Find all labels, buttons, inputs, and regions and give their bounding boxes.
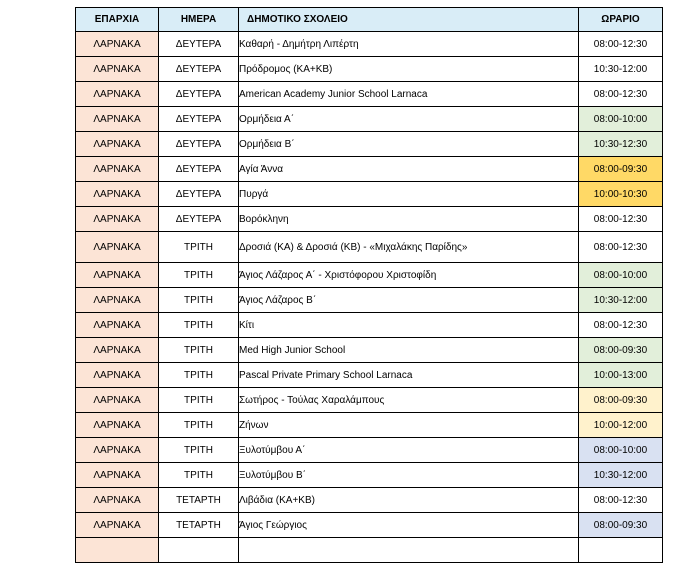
province-cell: ΛΑΡΝΑΚΑ [76, 82, 159, 107]
time-cell: 08:00-12:30 [579, 82, 663, 107]
header-school: ΔΗΜΟΤΙΚΟ ΣΧΟΛΕΙΟ [239, 8, 579, 32]
day-cell: ΔΕΥΤΕΡΑ [159, 157, 239, 182]
school-cell: Σωτήρος - Τούλας Χαραλάμπους [239, 388, 579, 413]
school-cell: Πρόδρομος (ΚΑ+ΚΒ) [239, 57, 579, 82]
header-day: ΗΜΕΡΑ [159, 8, 239, 32]
province-cell: ΛΑΡΝΑΚΑ [76, 57, 159, 82]
table-row [76, 488, 663, 513]
time-cell: 08:00-10:00 [579, 263, 663, 288]
time-cell: 08:00-09:30 [579, 388, 663, 413]
school-cell: Αγία Άννα [239, 157, 579, 182]
time-cell: 10:30-12:00 [579, 288, 663, 313]
day-cell: ΤΕΤΑΡΤΗ [159, 513, 239, 538]
header-province: ΕΠΑΡΧΙΑ [76, 8, 159, 32]
day-cell: ΤΡΙΤΗ [159, 338, 239, 363]
table-row [76, 513, 663, 538]
day-cell: ΔΕΥΤΕΡΑ [159, 107, 239, 132]
day-cell: ΤΡΙΤΗ [159, 313, 239, 338]
school-cell: Ζήνων [239, 413, 579, 438]
school-cell: Πυργά [239, 182, 579, 207]
table-row [76, 388, 663, 413]
province-cell: ΛΑΡΝΑΚΑ [76, 463, 159, 488]
time-cell: 08:00-12:30 [579, 488, 663, 513]
province-cell: ΛΑΡΝΑΚΑ [76, 263, 159, 288]
school-cell: Άγιος Λάζαρος Α΄ - Χριστόφορου Χριστοφίδη [239, 263, 579, 288]
school-cell: Καθαρή - Δημήτρη Λιπέρτη [239, 32, 579, 57]
table-row [76, 132, 663, 157]
time-cell: 10:30-12:00 [579, 463, 663, 488]
province-cell: ΛΑΡΝΑΚΑ [76, 32, 159, 57]
time-cell: 10:00-10:30 [579, 182, 663, 207]
day-cell: ΤΡΙΤΗ [159, 263, 239, 288]
time-cell: 10:30-12:00 [579, 57, 663, 82]
table-row [76, 232, 663, 263]
school-cell: Άγιος Γεώργιος [239, 513, 579, 538]
day-cell: ΔΕΥΤΕΡΑ [159, 57, 239, 82]
table-row [76, 82, 663, 107]
table-row [76, 313, 663, 338]
province-cell: ΛΑΡΝΑΚΑ [76, 157, 159, 182]
province-cell: ΛΑΡΝΑΚΑ [76, 132, 159, 157]
time-cell: 08:00-09:30 [579, 513, 663, 538]
province-cell: ΛΑΡΝΑΚΑ [76, 413, 159, 438]
school-cell: Βορόκληνη [239, 207, 579, 232]
school-cell: American Academy Junior School Larnaca [239, 82, 579, 107]
province-cell: ΛΑΡΝΑΚΑ [76, 313, 159, 338]
province-cell: ΛΑΡΝΑΚΑ [76, 363, 159, 388]
province-cell: ΛΑΡΝΑΚΑ [76, 488, 159, 513]
day-cell: ΤΡΙΤΗ [159, 463, 239, 488]
province-cell: ΛΑΡΝΑΚΑ [76, 207, 159, 232]
school-cell: Άγιος Λάζαρος Β΄ [239, 288, 579, 313]
table-row [76, 32, 663, 57]
day-cell: ΔΕΥΤΕΡΑ [159, 207, 239, 232]
header-time: ΩΡΑΡΙΟ [579, 8, 663, 32]
table-row [76, 207, 663, 232]
day-cell: ΔΕΥΤΕΡΑ [159, 82, 239, 107]
school-cell: Med High Junior School [239, 338, 579, 363]
day-cell: ΤΕΤΑΡΤΗ [159, 488, 239, 513]
table-row [76, 463, 663, 488]
province-cell: ΛΑΡΝΑΚΑ [76, 288, 159, 313]
table-row [76, 57, 663, 82]
time-cell: 08:00-09:30 [579, 338, 663, 363]
table-row [76, 288, 663, 313]
time-cell: 08:00-09:30 [579, 157, 663, 182]
table-row [76, 363, 663, 388]
table-row [76, 413, 663, 438]
time-cell: 08:00-10:00 [579, 107, 663, 132]
province-cell: ΛΑΡΝΑΚΑ [76, 338, 159, 363]
time-cell: 08:00-10:00 [579, 438, 663, 463]
day-cell: ΔΕΥΤΕΡΑ [159, 182, 239, 207]
time-cell: 10:00-12:00 [579, 413, 663, 438]
day-cell: ΤΡΙΤΗ [159, 232, 239, 263]
time-cell: 10:00-13:00 [579, 363, 663, 388]
time-cell: 08:00-12:30 [579, 32, 663, 57]
school-cell: Λιβάδια (ΚΑ+ΚΒ) [239, 488, 579, 513]
province-cell: ΛΑΡΝΑΚΑ [76, 232, 159, 263]
day-cell: ΤΡΙΤΗ [159, 413, 239, 438]
time-cell: 08:00-12:30 [579, 313, 663, 338]
day-cell: ΔΕΥΤΕΡΑ [159, 132, 239, 157]
header-row [76, 8, 663, 32]
table-row [76, 538, 663, 563]
day-cell: ΤΡΙΤΗ [159, 438, 239, 463]
province-cell [76, 538, 159, 563]
day-cell: ΤΡΙΤΗ [159, 363, 239, 388]
school-cell: Ορμήδεια Β΄ [239, 132, 579, 157]
school-cell: Κίτι [239, 313, 579, 338]
school-cell: Pascal Private Primary School Larnaca [239, 363, 579, 388]
day-cell: ΔΕΥΤΕΡΑ [159, 32, 239, 57]
table-row [76, 107, 663, 132]
school-cell: Ξυλοτύμβου Α΄ [239, 438, 579, 463]
day-cell: ΤΡΙΤΗ [159, 288, 239, 313]
table-row [76, 338, 663, 363]
table-row [76, 438, 663, 463]
time-cell: 08:00-12:30 [579, 232, 663, 263]
time-cell: 10:30-12:30 [579, 132, 663, 157]
schedule-table [75, 7, 663, 563]
province-cell: ΛΑΡΝΑΚΑ [76, 388, 159, 413]
table-row [76, 182, 663, 207]
time-cell: 08:00-12:30 [579, 207, 663, 232]
province-cell: ΛΑΡΝΑΚΑ [76, 513, 159, 538]
province-cell: ΛΑΡΝΑΚΑ [76, 438, 159, 463]
table-row [76, 157, 663, 182]
time-cell [579, 538, 663, 563]
school-cell: Ξυλοτύμβου Β΄ [239, 463, 579, 488]
school-cell: Δροσιά (ΚΑ) & Δροσιά (ΚΒ) - «Μιχαλάκης Παρίδης» [239, 232, 579, 263]
day-cell [159, 538, 239, 563]
province-cell: ΛΑΡΝΑΚΑ [76, 107, 159, 132]
school-cell [239, 538, 579, 563]
school-cell: Ορμήδεια Α΄ [239, 107, 579, 132]
province-cell: ΛΑΡΝΑΚΑ [76, 182, 159, 207]
table-row [76, 263, 663, 288]
day-cell: ΤΡΙΤΗ [159, 388, 239, 413]
